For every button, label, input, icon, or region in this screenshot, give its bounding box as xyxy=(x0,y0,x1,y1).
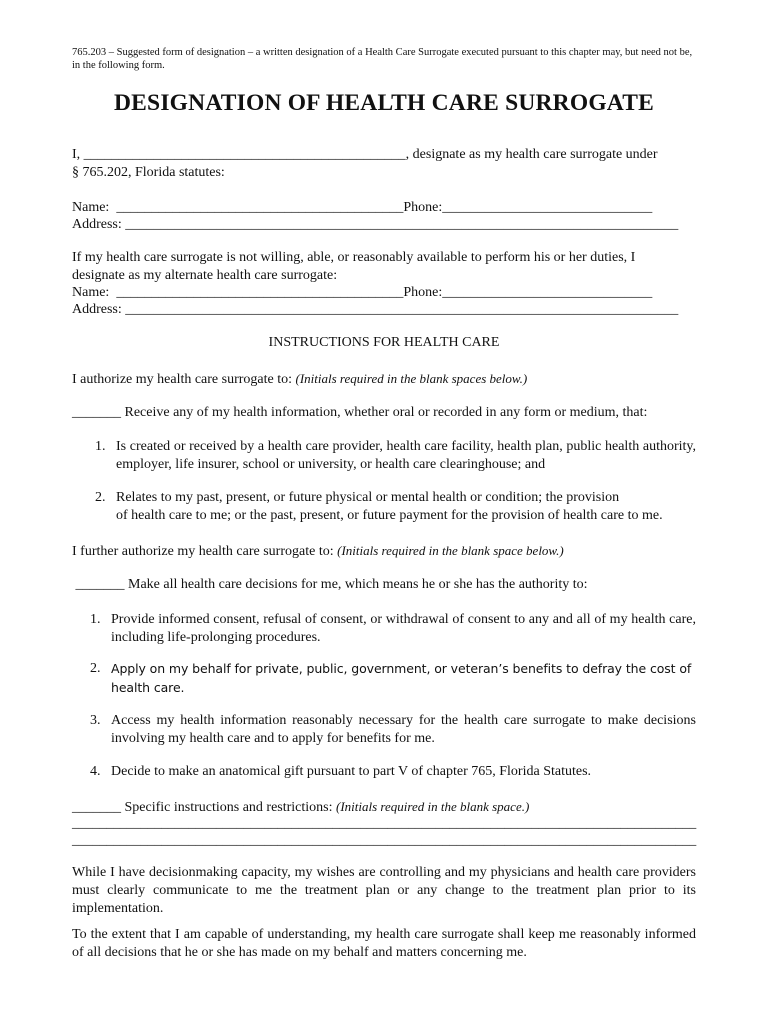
decisions-initials-field[interactable]: _______ Make all health care decisions for me, which means he or she has the authority to: xyxy=(72,577,588,592)
specific-instructions-blank-2[interactable]: ___________________________________________________________________________________________ xyxy=(72,833,697,848)
further-authorize-text: I further authorize my health care surrogate to: xyxy=(72,544,338,559)
list-item-number: 2. xyxy=(95,490,106,505)
list-item-number: 4. xyxy=(90,764,101,779)
alternate-name-phone-field[interactable]: Name: _________________________________________Phone:______________________________ xyxy=(72,285,653,300)
list-item-number: 1. xyxy=(95,439,106,454)
capacity-paragraph: While I have decisionmaking capacity, my wishes are controlling and my physicians and health care providers must clearly communicate to me the treatment plan or any change to the treatment plan prior to its implementation. xyxy=(72,865,696,916)
authorize-text: I authorize my health care surrogate to: xyxy=(72,372,296,387)
instructions-heading: INSTRUCTIONS FOR HEALTH CARE xyxy=(268,335,500,350)
specific-initials-field[interactable]: _______ Specific instructions and restrictions: xyxy=(72,800,337,815)
decision-item-2 xyxy=(90,660,696,700)
list-item-number: 3. xyxy=(90,713,101,728)
list-item-number: 2. xyxy=(90,661,101,676)
further-authorize-line xyxy=(72,542,696,561)
designation-line: I, ______________________________________________, designate as my health care surrogate under xyxy=(72,147,658,162)
alternate-intro-line2: designate as my alternate health care surrogate: xyxy=(72,268,338,283)
surrogate-address-field[interactable]: Address: _______________________________________________________________________________ xyxy=(72,217,679,232)
decision-item-4 xyxy=(90,763,696,783)
list-item-number: 1. xyxy=(90,612,101,627)
alternate-intro-line1: If my health care surrogate is not willing, able, or reasonably available to perform his or her duties, I xyxy=(72,250,636,265)
authorize-initials-note: (Initials required in the blank spaces below.) xyxy=(295,371,528,386)
designation-statute-line: § 765.202, Florida statutes: xyxy=(72,165,225,180)
list-item-text-line1: Relates to my past, present, or future physical or mental health or condition; the provision xyxy=(116,490,620,505)
list-item-text-line2: of health care to me; or the past, present, or future payment for the provision of health care to me. xyxy=(116,508,663,523)
surrogate-name-phone-field[interactable]: Name: _________________________________________Phone:______________________________ xyxy=(72,200,653,215)
list-item-text: Access my health information reasonably necessary for the health care surrogate to make decisions involving my health care and to apply for benefits for me. xyxy=(111,713,696,746)
decision-item-3 xyxy=(90,712,696,752)
informed-paragraph: To the extent that I am capable of understanding, my health care surrogate shall keep me reasonably informed of all decisions that he or she has made on my behalf and matters concerning me. xyxy=(72,927,696,960)
document-title: DESIGNATION OF HEALTH CARE SURROGATE xyxy=(114,90,654,116)
specific-initials-note: (Initials required in the blank space.) xyxy=(336,799,530,814)
further-authorize-initials-note: (Initials required in the blank space below.) xyxy=(337,543,564,558)
specific-instructions-blank-1[interactable]: ___________________________________________________________________________________________ xyxy=(72,816,697,831)
list-item-text: Decide to make an anatomical gift pursuant to part V of chapter 765, Florida Statutes. xyxy=(111,764,592,779)
receive-item-1 xyxy=(95,438,696,478)
alternate-address-field[interactable]: Address: _______________________________________________________________________________ xyxy=(72,302,679,317)
authorize-line xyxy=(72,370,696,389)
decision-item-1 xyxy=(90,611,696,651)
list-item-text xyxy=(111,660,696,698)
receive-item-2 xyxy=(95,489,696,529)
list-item-text: Is created or received by a health care provider, health care facility, health plan, public health authority, employer, life insurer, school or university, or health care clearinghouse; and xyxy=(116,439,696,472)
receive-initials-field[interactable]: _______ Receive any of my health information, whether oral or recorded in any form or medium, that: xyxy=(72,405,648,420)
statute-header-note: 765.203 – Suggested form of designation – a written designation of a Health Care Surrogate executed pursuant to this chapter may, but need not be, in the following form. xyxy=(72,47,693,71)
list-item-text: Provide informed consent, refusal of consent, or withdrawal of consent to any and all of my health care, including life-prolonging procedures. xyxy=(111,612,696,645)
list-item-text-inner: Apply on my behalf for private, public, government, or veteran’s benefits to defray the cost of health care. xyxy=(111,661,692,695)
